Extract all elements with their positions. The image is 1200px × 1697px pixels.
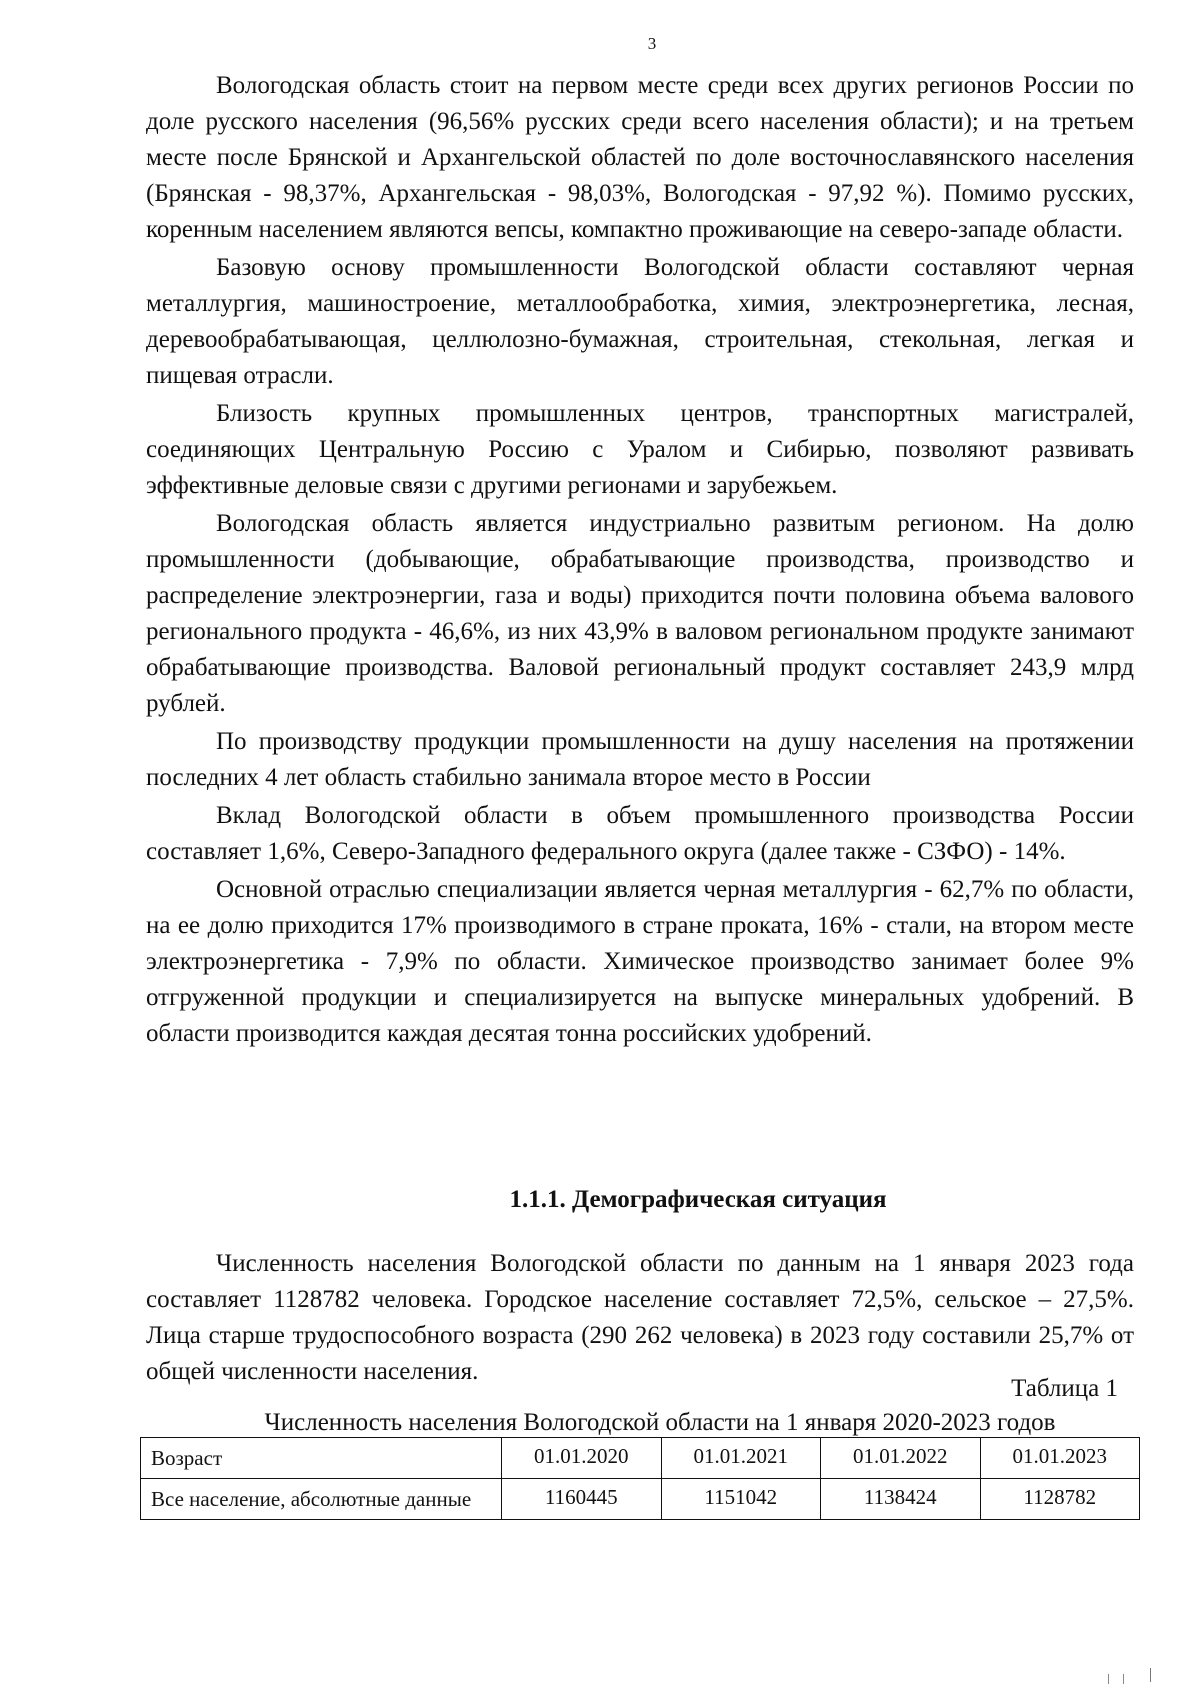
table-cell: 1151042 [661,1479,821,1520]
paragraph-russian-population: Вологодская область стоит на первом месте среди всех других регионов России по доле русского населения (96,56% русских среди всего населения области); и на третьем месте после Брянской и Архангельской областей по доле восточнославянского населения (Брянская - 98,37%, Архангельская - 98,03%, Вологодская - 97,92 %). Помимо русских, коренным населением являются вепсы, компактно проживающие на северо-западе области. [146,72,1134,243]
table-header-cell: 01.01.2023 [980,1438,1140,1479]
scan-artifact [1150,1668,1151,1682]
table-label: Таблица 1 [1011,1375,1118,1402]
paragraph-contribution: Вклад Вологодской области в объем промышленного производства России составляет 1,6%, Северо-Западного федерального округа (далее также - СЗФО) - 14%. [146,802,1134,865]
table-header-cell: 01.01.2022 [821,1438,981,1479]
paragraph-demographics: Численность населения Вологодской области по данным на 1 января 2023 года составляет 1128782 человека. Городское население составляет 72,5%, сельское – 27,5%. Лица старше трудоспособного возраста (290 262 человека) в 2023 году составили 25,7% от общей численности населения. [146,1250,1134,1385]
table-header-cell: 01.01.2020 [502,1438,662,1479]
paragraph-specialization: Основной отраслью специализации является черная металлургия - 62,7% по области, на ее долю приходится 17% производимого в стране проката, 16% - стали, на втором месте электроэнергетика - 7,9% по области. Химическое производство занимает более 9% отгруженной продукции и специализируется на выпуске минеральных удобрений. В области производится каждая десятая тонна российских удобрений. [146,876,1134,1047]
table-cell: 1128782 [980,1479,1140,1520]
table-header-cell: Возраст [141,1438,502,1479]
table-caption: Численность населения Вологодской области на 1 января 2020-2023 годов [264,1409,1056,1436]
demographic-section [146,1246,1134,1390]
table-cell: 1138424 [821,1479,981,1520]
table-cell: 1160445 [502,1479,662,1520]
population-table [140,1437,1140,1520]
table-header-row [141,1438,1140,1479]
paragraph-industry-base: Базовую основу промышленности Вологодской области составляют черная металлургия, машиностроение, металлообработка, химия, электроэнергетика, лесная, деревообрабатывающая, целлюлозно-бумажная, строительная, стекольная, легкая и пищевая отрасли. [146,254,1134,389]
paragraph-transport: Близость крупных промышленных центров, транспортных магистралей, соединяющих Центральную Россию с Уралом и Сибирью, позволяют развивать эффективные деловые связи с другими регионами и зарубежьем. [146,400,1134,499]
table-cell: Все население, абсолютные данные [141,1479,502,1520]
body-text [146,68,1134,1054]
table-row [141,1479,1140,1520]
table-header-cell: 01.01.2021 [661,1438,821,1479]
paragraph-industrial-region: Вологодская область является индустриально развитым регионом. На долю промышленности (добывающие, обрабатывающие производства, производство и распределение электроэнергии, газа и воды) приходится почти половина объема валового регионального продукта - 46,6%, из них 43,9% в валовом региональном продукте занимают обрабатывающие производства. Валовой региональный продукт составляет 243,9 млрд рублей. [146,510,1134,717]
section-title: 1.1.1. Демографическая ситуация [509,1186,887,1213]
page-number: 3 [647,34,657,53]
scan-artifact [1108,1674,1124,1684]
paragraph-per-capita: По производству продукции промышленности на душу населения на протяжении последних 4 лет область стабильно занимала второе место в России [146,728,1134,791]
